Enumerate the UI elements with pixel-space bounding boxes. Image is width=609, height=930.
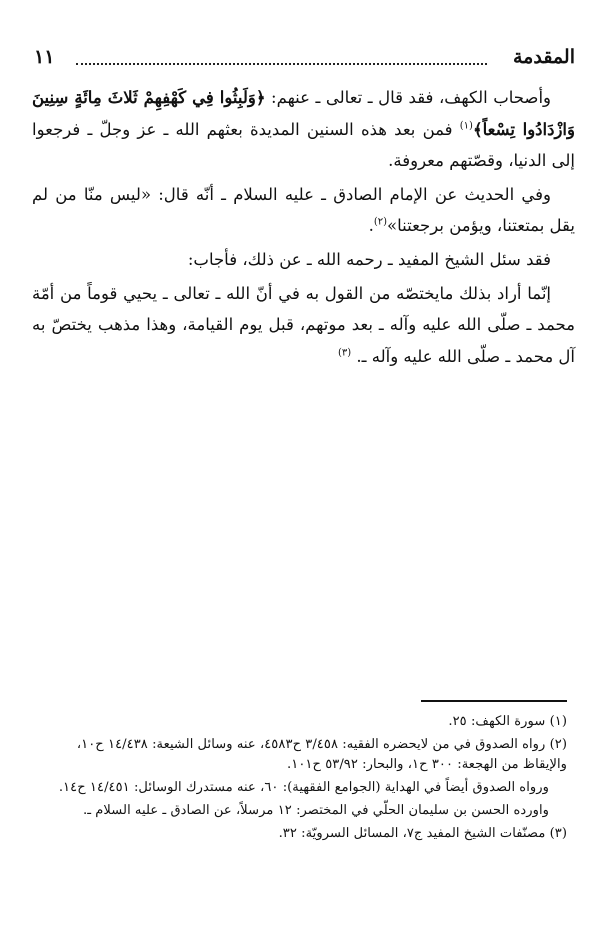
paragraph-1-lead: وأصحاب الكهف، فقد قال ـ تعالى ـ عنهم:	[271, 88, 551, 107]
footnote-ref-2: (٢)	[373, 216, 388, 228]
footnote-3: (٣) مصنّفات الشيخ المفيد ج٧، المسائل السرويّة: ٣٢.	[278, 825, 567, 841]
paragraph-2-text: وفي الحديث عن الإمام الصادق ـ عليه السلام ـ أنّه قال: «ليس منّا من لم يقل بمتعتنا، ويؤمن برجعتنا»	[32, 184, 575, 236]
footnote-1: (١) سورة الكهف: ٢٥.	[448, 714, 567, 729]
footnote-2: (٢) رواه الصدوق في من لايحضره الفقيه: ٣/٤٥٨ ح٤٥٨٣، عنه وسائل الشيعة: ١٤/٤٣٨ ح١٠، والإيقاظ من الهجعة: ٣٠٠ ح١، والبحار: ٥٣/٩٢ ح١٠١.	[76, 736, 567, 773]
main-text	[32, 82, 575, 374]
page-header	[34, 46, 575, 74]
paragraph-1-tail: فمن بعد هذه السنين المديدة بعثهم الله ـ عز وجلّ ـ فرجعوا إلى الدنيا، وقصّتهم معروفة.	[32, 119, 575, 171]
paragraph-2-tail: .	[368, 216, 374, 236]
footnote-2-continuation-b: واورده الحسن بن سليمان الحلّي في المختصر: ١٢ مرسلاً، عن الصادق ـ عليه السلام ـ.	[83, 802, 549, 818]
paragraph-1	[32, 82, 575, 177]
quran-quote: ﴿وَلَبِثُوا فِي كَهْفِهِمْ ثَلاثَ مِائَةٍ سِنِينَ وَازْدَادُوا تِسْعاً﴾	[32, 88, 575, 139]
paragraph-2	[32, 179, 575, 242]
footnote-ref-1: (١)	[459, 120, 473, 132]
footnote-ref-3: (٣)	[337, 347, 352, 359]
header-dotted-leader	[76, 63, 487, 65]
footnotes	[32, 712, 567, 846]
header-title: المقدمة	[512, 46, 575, 68]
footnote-2-continuation-a: ورواه الصدوق أيضاً في الهداية (الجوامع الفقهية): ٦٠، عنه مستدرك الوسائل: ١٤/٤٥١ ح١٤.	[58, 780, 549, 795]
footnote-separator	[421, 700, 567, 702]
page-number: ١١	[34, 46, 55, 68]
paragraph-3: فقد سئل الشيخ المفيد ـ رحمه الله ـ عن ذلك، فأجاب:	[187, 249, 551, 269]
paragraph-4-text: إنّما أراد بذلك مايختصّه من القول به في أنّ الله ـ تعالى ـ يحيي قوماً من أمّة محمد ـ صلّى الله عليه وآله ـ بعد موتهم، قبل يوم القيامة، وهذا مذهب يختصّ به آل محمد ـ صلّى الله عليه وآله ـ.	[32, 283, 575, 366]
paragraph-4	[32, 278, 575, 373]
